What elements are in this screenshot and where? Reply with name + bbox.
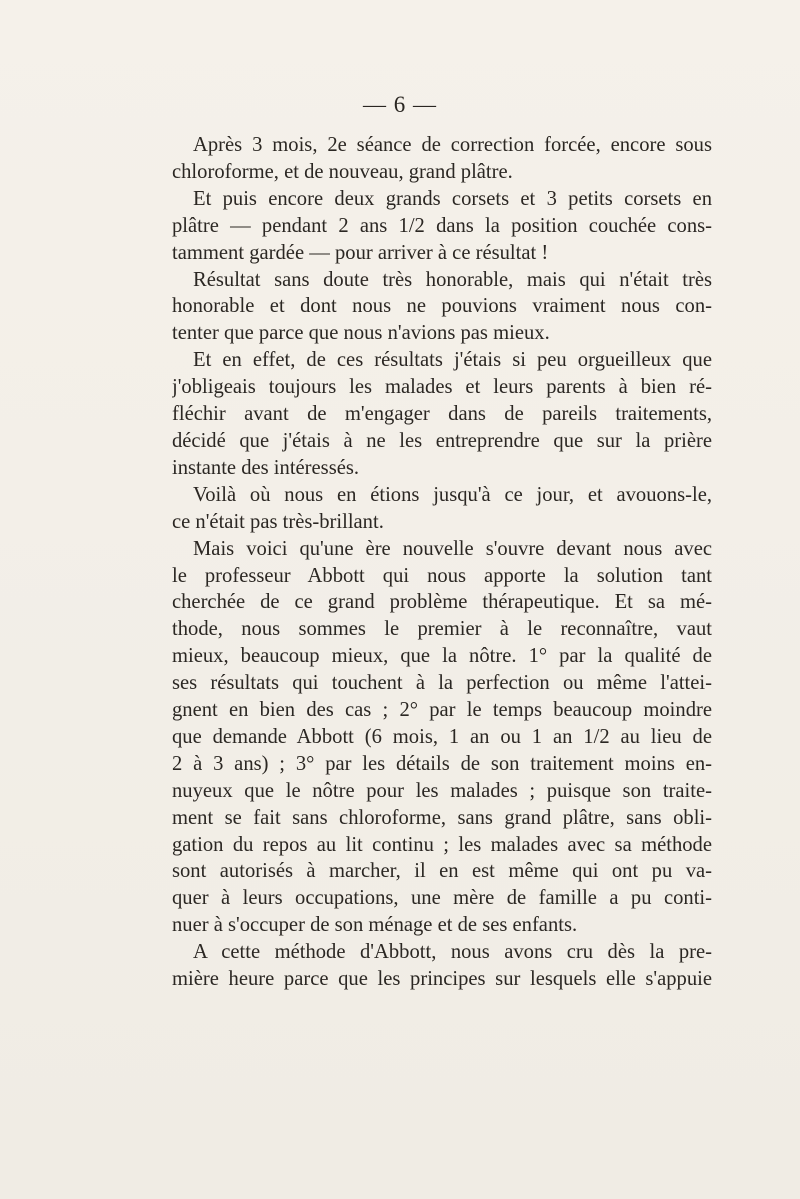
text-line: tenter que parce que nous n'avions pas mieux. bbox=[172, 322, 550, 345]
text-line: Résultat sans doute très honorable, mais qui n'était très bbox=[193, 268, 712, 291]
body-text bbox=[172, 132, 712, 993]
text-line: ment se fait sans chloroforme, sans grand plâtre, sans obli- bbox=[172, 806, 712, 829]
text-line: Et puis encore deux grands corsets et 3 petits corsets en bbox=[193, 187, 712, 210]
text-line: Et en effet, de ces résultats j'étais si peu orgueilleux que bbox=[193, 349, 712, 372]
text-line: Voilà où nous en étions jusqu'à ce jour, et avouons-le, bbox=[193, 483, 712, 506]
text-line: gation du repos au lit continu ; les malades avec sa méthode bbox=[172, 833, 712, 856]
text-line: sont autorisés à marcher, il en est même qui ont pu va- bbox=[172, 860, 712, 883]
text-line: mieux, beaucoup mieux, que la nôtre. 1° par la qualité de bbox=[172, 645, 712, 668]
text-line: Après 3 mois, 2e séance de correction forcée, encore sous bbox=[193, 134, 712, 156]
text-line: décidé que j'étais à ne les entreprendre que sur la prière bbox=[172, 429, 712, 452]
text-line: quer à leurs occupations, une mère de famille a pu conti- bbox=[172, 887, 712, 910]
text-line: Mais voici qu'une ère nouvelle s'ouvre devant nous avec bbox=[193, 537, 712, 560]
text-line: tamment gardée — pour arriver à ce résultat ! bbox=[172, 241, 549, 264]
text-line: nuyeux que le nôtre pour les malades ; puisque son traite- bbox=[172, 779, 712, 802]
text-line: ce n'était pas très-brillant. bbox=[172, 510, 384, 533]
text-line: nuer à s'occuper de son ménage et de ses enfants. bbox=[172, 914, 578, 937]
text-line: mière heure parce que les principes sur lesquels elle s'appuie bbox=[172, 968, 712, 991]
text-line: le professeur Abbott qui nous apporte la solution tant bbox=[172, 564, 712, 587]
text-line: A cette méthode d'Abbott, nous avons cru dès la pre- bbox=[193, 941, 712, 964]
text-line: honorable et dont nous ne pouvions vraiment nous con- bbox=[172, 295, 712, 318]
text-line: j'obligeais toujours les malades et leurs parents à bien ré- bbox=[172, 376, 712, 399]
text-line: instante des intéressés. bbox=[172, 456, 360, 479]
text-line: chloroforme, et de nouveau, grand plâtre. bbox=[172, 160, 513, 183]
text-line: 2 à 3 ans) ; 3° par les détails de son traitement moins en- bbox=[172, 752, 712, 775]
text-line: cherchée de ce grand problème thérapeutique. Et sa mé- bbox=[172, 591, 712, 614]
page-number: — 6 — bbox=[363, 92, 437, 117]
text-line: ses résultats qui touchent à la perfection ou même l'attei- bbox=[172, 672, 712, 695]
text-line: que demande Abbott (6 mois, 1 an ou 1 an 1/2 au lieu de bbox=[172, 725, 712, 748]
text-line: thode, nous sommes le premier à le reconnaître, vaut bbox=[172, 618, 712, 641]
text-line: plâtre — pendant 2 ans 1/2 dans la position couchée cons- bbox=[172, 214, 712, 237]
text-line: gnent en bien des cas ; 2° par le temps beaucoup moindre bbox=[172, 699, 712, 722]
text-line: fléchir avant de m'engager dans de pareils traitements, bbox=[172, 403, 712, 426]
